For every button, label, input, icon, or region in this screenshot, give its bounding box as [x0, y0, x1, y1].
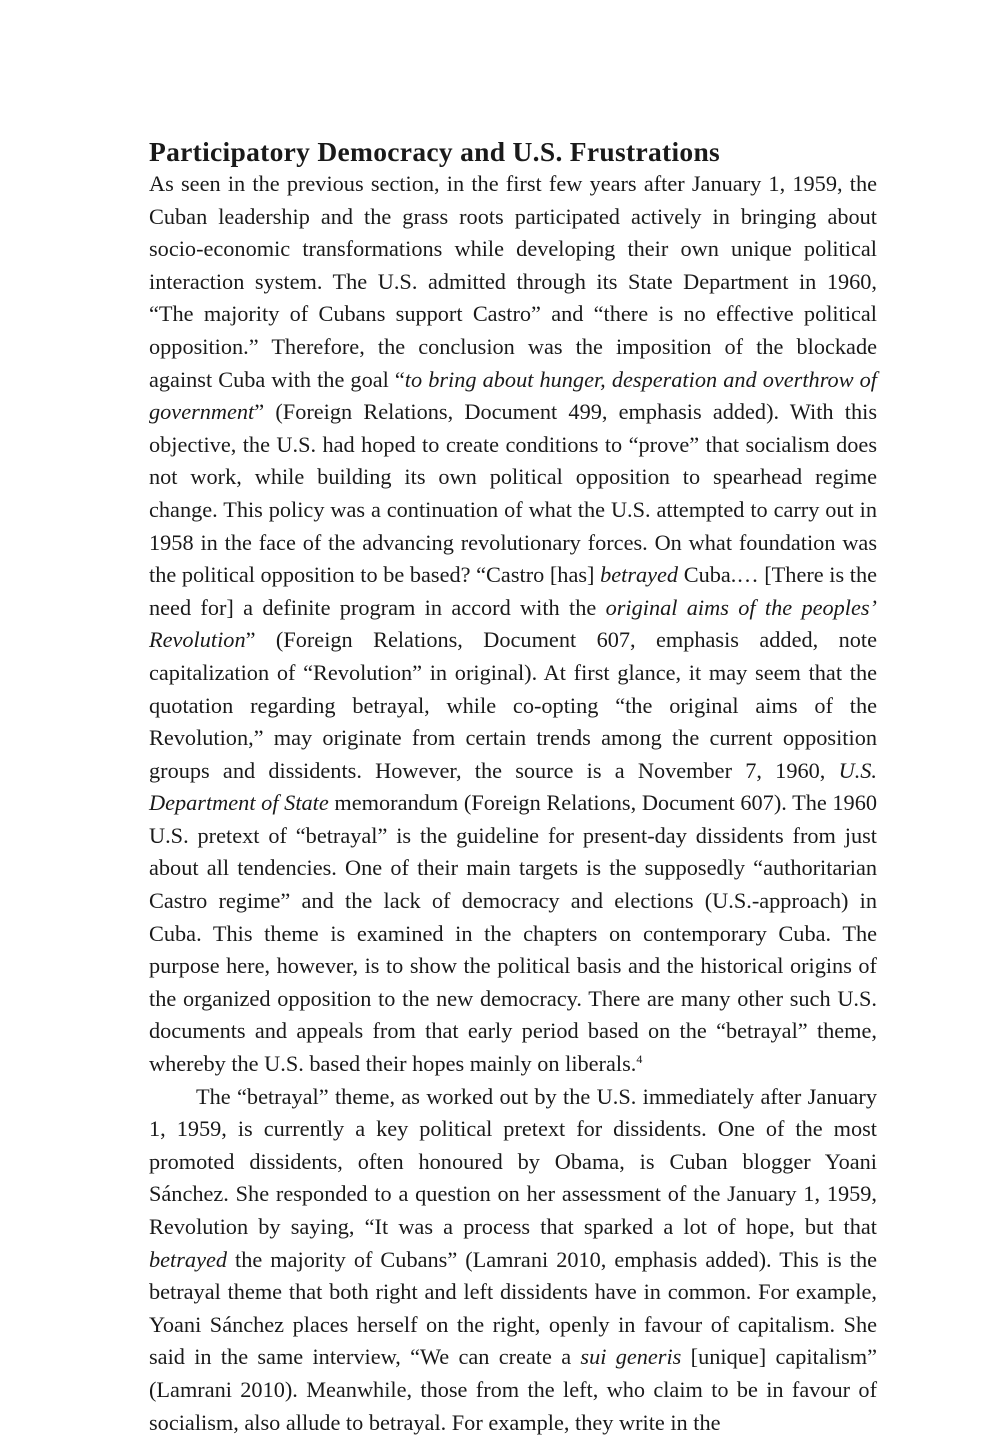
text-run: [unique] capitalism” (Lamrani 2010). Meanwhile, those from the left, who claim to be in favour of socialism, also allude to betrayal. For example, they write in the [149, 1344, 878, 1435]
paragraph-1 [149, 168, 877, 1081]
text-run: ” (Foreign Relations, Document 499, emphasis added). With this objective, the U.S. had hoped to create conditions to “prove” that socialism does not work, while building its own political opposition to spearhead regime change. This policy was a continuation of what the U.S. attempted to carry out in 1958 in the face of the advancing revolutionary forces. On what foundation was the political opposition to be based? “Castro [has] [149, 399, 877, 588]
footnote-marker: 4 [636, 1052, 643, 1067]
italic-text: U.S. Department of State [149, 757, 877, 816]
section-heading: Participatory Democracy and U.S. Frustrations [149, 136, 721, 167]
italic-text: betrayed [600, 562, 679, 588]
text-run: ” (Foreign Relations, Document 607, emphasis added, note capitalization of “Revolution” in original). At first glance, it may seem that the quotation regarding betrayal, while co-opting “the original aims of the Revolution,” may originate from certain trends among the current opposition groups and dissidents. However, the source is a November 7, 1960, [149, 627, 877, 783]
page-body [149, 136, 877, 1439]
italic-text: sui generis [580, 1344, 682, 1370]
paragraph-2 [149, 1081, 877, 1439]
italic-text: betrayed [149, 1246, 228, 1272]
text-run: The “betrayal” theme, as worked out by the U.S. immediately after January 1, 1959, is currently a key political pretext for dissidents. One of the most promoted dissidents, often honoured by Obama, is Cuban blogger Yoani Sánchez. She responded to a question on her assessment of the January 1, 1959, Revolution by saying, “It was a process that sparked a lot of hope, but that [149, 1083, 877, 1239]
italic-text: to bring about hunger, desperation and overthrow of government [149, 366, 877, 425]
text-run: As seen in the previous section, in the first few years after January 1, 1959, the Cuban leadership and the grass roots participated actively in bringing about socio-economic transformations while developing their own unique political interaction system. The U.S. admitted through its State Department in 1960, “The majority of Cubans support Castro” and “there is no effective political opposition.” Therefore, the conclusion was the imposition of the blockade against Cuba with the goal “ [149, 171, 877, 392]
text-run: the majority of Cubans” (Lamrani 2010, emphasis added). This is the betrayal theme that both right and left dissidents have in common. For example, Yoani Sánchez places herself on the right, openly in favour of capitalism. She said in the same interview, “We can create a [149, 1246, 877, 1370]
body-text [149, 168, 877, 1439]
italic-text: original aims of the peoples’ Revolution [149, 594, 877, 653]
text-run: Cuba.… [There is the need for] a definite program in accord with the [149, 562, 877, 620]
text-run: memorandum (Foreign Relations, Document 607). The 1960 U.S. pretext of “betrayal” is the guideline for present-day dissidents from just about all tendencies. One of their main targets is the supposedly “authoritarian Castro regime” and the lack of democracy and elections (U.S.-approach) in Cuba. This theme is examined in the chapters on contemporary Cuba. The purpose here, however, is to show the political basis and the historical origins of the organized opposition to the new democracy. There are many other such U.S. documents and appeals from that early period based on the “betrayal” theme, whereby the U.S. based their hopes mainly on liberals. [149, 790, 877, 1077]
